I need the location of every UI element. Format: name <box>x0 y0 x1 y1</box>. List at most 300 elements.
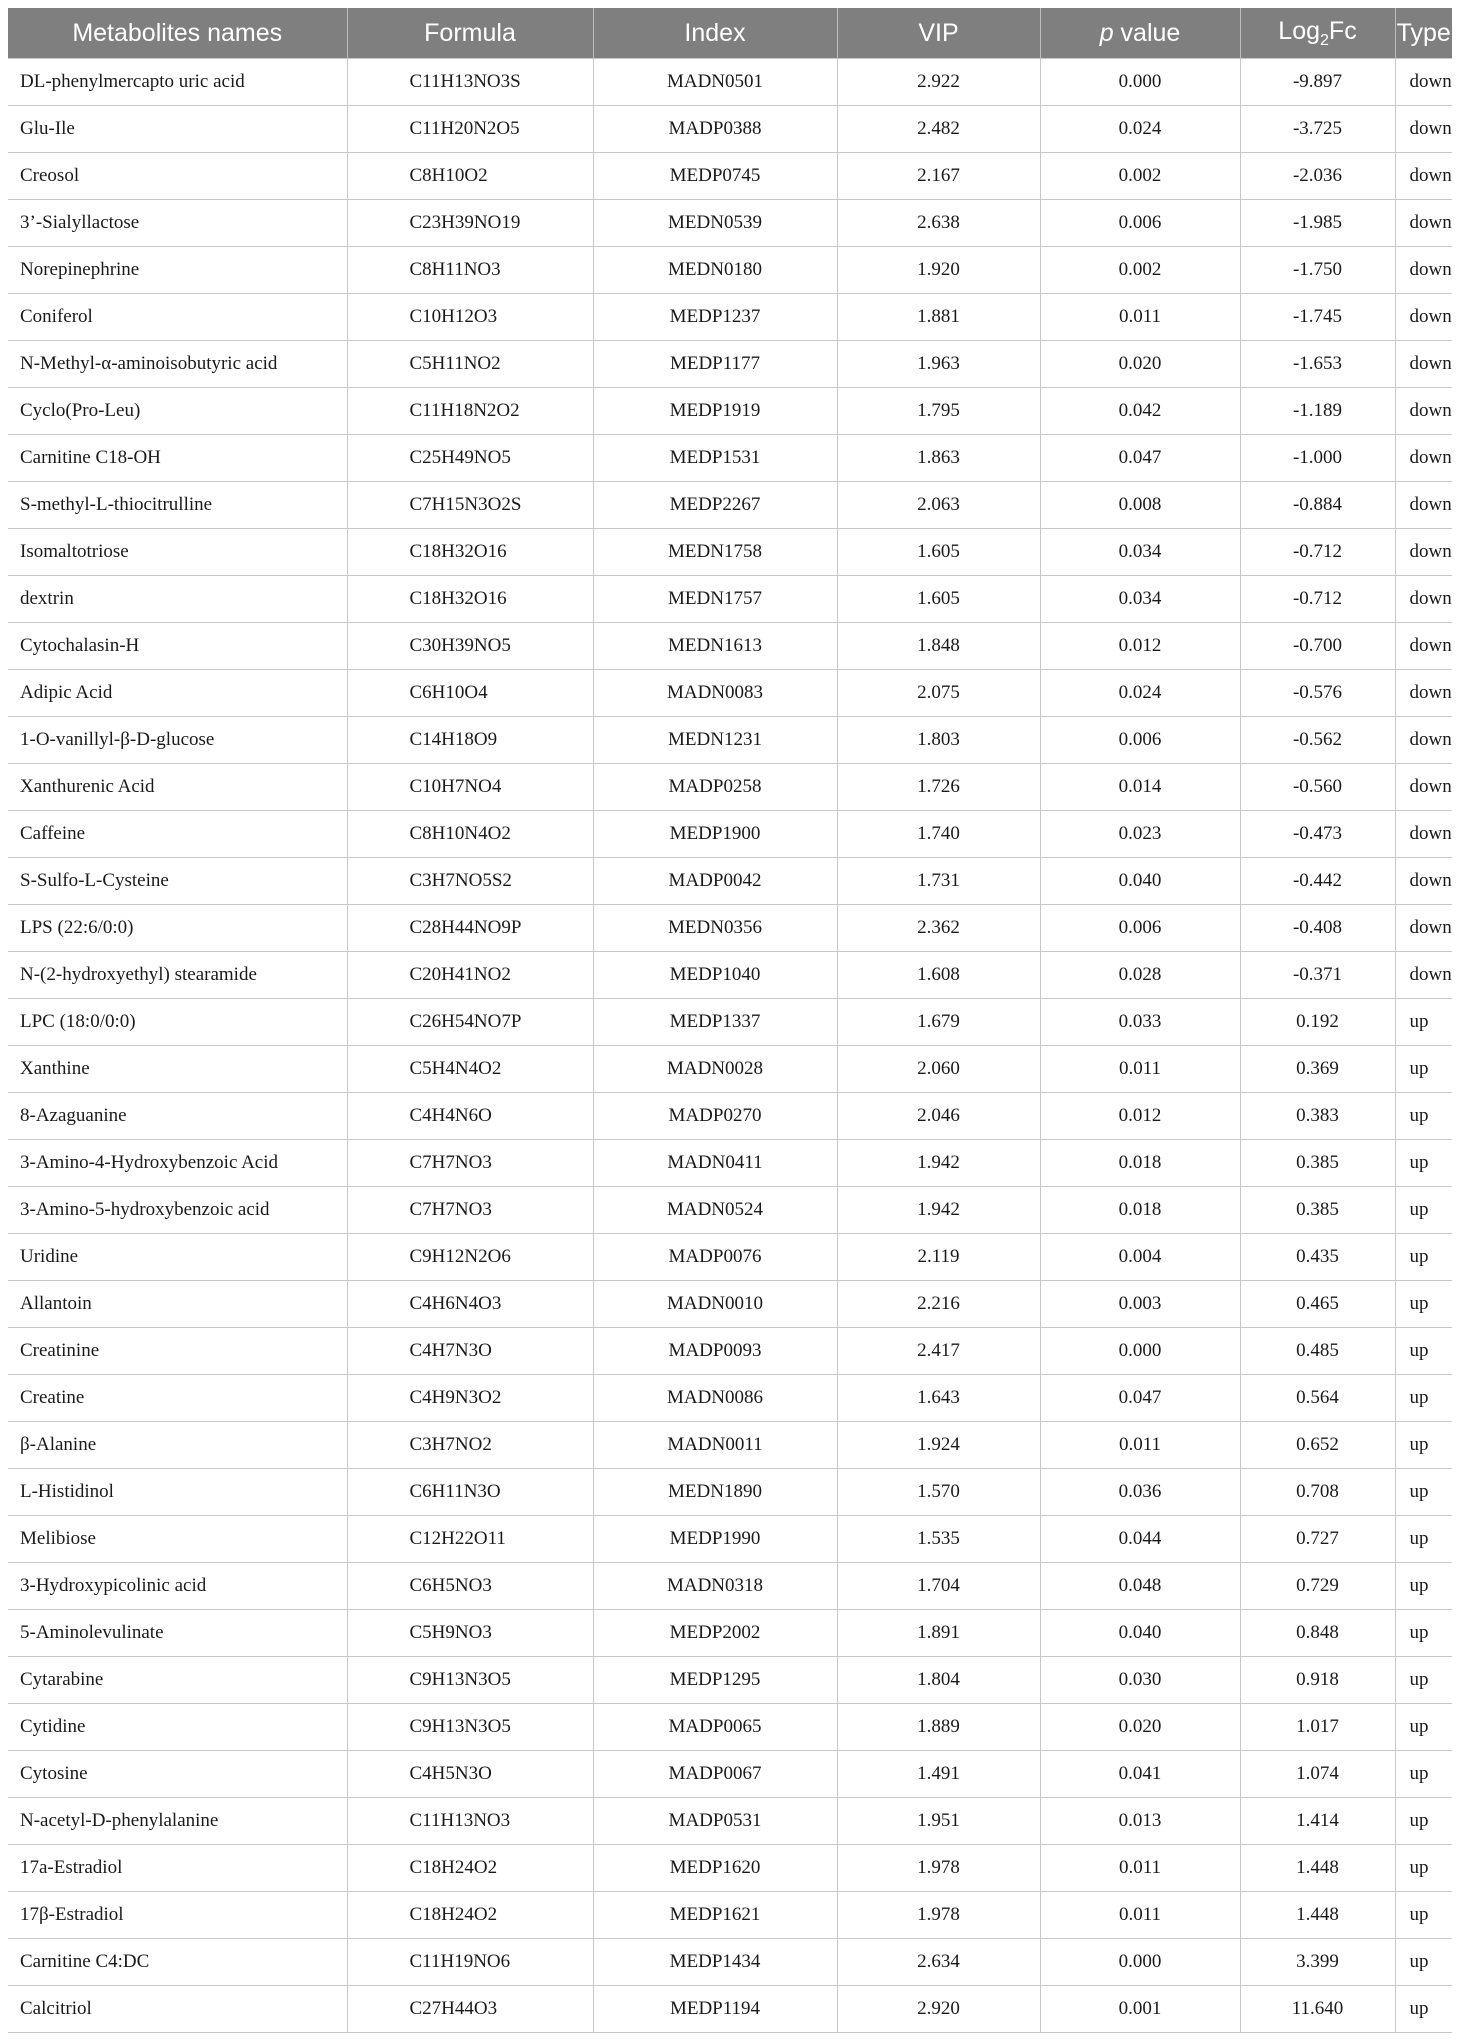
cell-p-value: 0.014 <box>1040 764 1240 811</box>
cell-log2fc: -0.712 <box>1240 576 1395 623</box>
cell-formula: C12H22O11 <box>347 1516 593 1563</box>
cell-type: up <box>1395 1140 1452 1187</box>
cell-type: up <box>1395 1469 1452 1516</box>
cell-formula: C11H13NO3 <box>347 1798 593 1845</box>
cell-index: MEDN1757 <box>593 576 837 623</box>
table-row <box>8 952 1452 999</box>
cell-vip: 2.417 <box>837 1328 1040 1375</box>
cell-index: MEDN1890 <box>593 1469 837 1516</box>
cell-metabolite-name: 1-O-vanillyl-β-D-glucose <box>8 717 347 764</box>
cell-log2fc: -0.576 <box>1240 670 1395 717</box>
table-row <box>8 1845 1452 1892</box>
table-row <box>8 1328 1452 1375</box>
cell-type: up <box>1395 1563 1452 1610</box>
cell-vip: 1.978 <box>837 1892 1040 1939</box>
cell-formula: C4H5N3O <box>347 1751 593 1798</box>
cell-metabolite-name: 3’-Sialyllactose <box>8 200 347 247</box>
header-index: Index <box>593 8 837 59</box>
cell-vip: 1.891 <box>837 1610 1040 1657</box>
table-row <box>8 59 1452 106</box>
cell-p-value: 0.011 <box>1040 1422 1240 1469</box>
table-row <box>8 1798 1452 1845</box>
cell-type: up <box>1395 1939 1452 1986</box>
header-log-pre: Log <box>1278 16 1321 45</box>
cell-log2fc: -0.712 <box>1240 529 1395 576</box>
cell-metabolite-name: N-acetyl-D-phenylalanine <box>8 1798 347 1845</box>
cell-type: down <box>1395 247 1452 294</box>
cell-vip: 1.643 <box>837 1375 1040 1422</box>
cell-type: up <box>1395 1610 1452 1657</box>
cell-vip: 2.362 <box>837 905 1040 952</box>
cell-index: MADN0411 <box>593 1140 837 1187</box>
table-row <box>8 999 1452 1046</box>
cell-metabolite-name: Xanthine <box>8 1046 347 1093</box>
cell-formula: C18H24O2 <box>347 1892 593 1939</box>
cell-type: down <box>1395 388 1452 435</box>
cell-formula: C9H12N2O6 <box>347 1234 593 1281</box>
cell-metabolite-name: Calcitriol <box>8 1986 347 2033</box>
cell-type: down <box>1395 905 1452 952</box>
cell-p-value: 0.012 <box>1040 623 1240 670</box>
cell-log2fc: -9.897 <box>1240 59 1395 106</box>
cell-log2fc: 0.192 <box>1240 999 1395 1046</box>
cell-vip: 1.978 <box>837 1845 1040 1892</box>
table-row <box>8 1046 1452 1093</box>
cell-p-value: 0.013 <box>1040 1798 1240 1845</box>
cell-p-value: 0.048 <box>1040 1563 1240 1610</box>
cell-type: up <box>1395 1892 1452 1939</box>
cell-log2fc: 0.729 <box>1240 1563 1395 1610</box>
cell-metabolite-name: 8-Azaguanine <box>8 1093 347 1140</box>
cell-formula: C6H5NO3 <box>347 1563 593 1610</box>
cell-type: up <box>1395 1704 1452 1751</box>
cell-formula: C3H7NO5S2 <box>347 858 593 905</box>
cell-type: up <box>1395 1281 1452 1328</box>
cell-index: MADP0067 <box>593 1751 837 1798</box>
cell-vip: 2.920 <box>837 1986 1040 2033</box>
cell-formula: C4H9N3O2 <box>347 1375 593 1422</box>
cell-index: MEDP1295 <box>593 1657 837 1704</box>
cell-vip: 1.804 <box>837 1657 1040 1704</box>
cell-type: down <box>1395 623 1452 670</box>
cell-metabolite-name: DL-phenylmercapto uric acid <box>8 59 347 106</box>
cell-p-value: 0.018 <box>1040 1140 1240 1187</box>
cell-formula: C11H13NO3S <box>347 59 593 106</box>
cell-index: MEDP1434 <box>593 1939 837 1986</box>
cell-vip: 1.942 <box>837 1187 1040 1234</box>
cell-metabolite-name: 3-Amino-5-hydroxybenzoic acid <box>8 1187 347 1234</box>
cell-type: down <box>1395 670 1452 717</box>
cell-formula: C30H39NO5 <box>347 623 593 670</box>
cell-metabolite-name: Caffeine <box>8 811 347 858</box>
cell-type: down <box>1395 858 1452 905</box>
cell-formula: C7H7NO3 <box>347 1140 593 1187</box>
cell-vip: 1.881 <box>837 294 1040 341</box>
cell-type: up <box>1395 1751 1452 1798</box>
cell-vip: 2.638 <box>837 200 1040 247</box>
cell-vip: 1.740 <box>837 811 1040 858</box>
cell-p-value: 0.030 <box>1040 1657 1240 1704</box>
table-row <box>8 1234 1452 1281</box>
cell-index: MEDN0539 <box>593 200 837 247</box>
cell-index: MEDN1758 <box>593 529 837 576</box>
cell-formula: C8H11NO3 <box>347 247 593 294</box>
cell-p-value: 0.047 <box>1040 1375 1240 1422</box>
cell-metabolite-name: Xanthurenic Acid <box>8 764 347 811</box>
cell-type: down <box>1395 435 1452 482</box>
cell-metabolite-name: S-methyl-L-thiocitrulline <box>8 482 347 529</box>
cell-p-value: 0.011 <box>1040 294 1240 341</box>
cell-log2fc: -0.473 <box>1240 811 1395 858</box>
cell-p-value: 0.020 <box>1040 1704 1240 1751</box>
table-row <box>8 106 1452 153</box>
table-row <box>8 200 1452 247</box>
cell-vip: 2.060 <box>837 1046 1040 1093</box>
cell-index: MEDP1337 <box>593 999 837 1046</box>
cell-type: up <box>1395 1845 1452 1892</box>
cell-formula: C9H13N3O5 <box>347 1704 593 1751</box>
cell-vip: 1.535 <box>837 1516 1040 1563</box>
cell-p-value: 0.003 <box>1040 1281 1240 1328</box>
cell-formula: C3H7NO2 <box>347 1422 593 1469</box>
cell-p-value: 0.036 <box>1040 1469 1240 1516</box>
table-body <box>8 59 1452 2033</box>
table-row <box>8 341 1452 388</box>
cell-metabolite-name: LPC (18:0/0:0) <box>8 999 347 1046</box>
table-row <box>8 670 1452 717</box>
cell-index: MADN0011 <box>593 1422 837 1469</box>
header-log2fc <box>1240 8 1395 59</box>
cell-metabolite-name: Allantoin <box>8 1281 347 1328</box>
cell-type: up <box>1395 1657 1452 1704</box>
cell-metabolite-name: 5-Aminolevulinate <box>8 1610 347 1657</box>
cell-index: MADN0318 <box>593 1563 837 1610</box>
cell-type: down <box>1395 717 1452 764</box>
cell-formula: C9H13N3O5 <box>347 1657 593 1704</box>
cell-vip: 1.848 <box>837 623 1040 670</box>
table-row <box>8 623 1452 670</box>
cell-index: MEDN1231 <box>593 717 837 764</box>
cell-type: down <box>1395 341 1452 388</box>
cell-log2fc: 0.918 <box>1240 1657 1395 1704</box>
cell-formula: C4H6N4O3 <box>347 1281 593 1328</box>
cell-index: MEDP1177 <box>593 341 837 388</box>
cell-log2fc: 0.708 <box>1240 1469 1395 1516</box>
cell-log2fc: 3.399 <box>1240 1939 1395 1986</box>
table-row <box>8 764 1452 811</box>
cell-index: MADP0076 <box>593 1234 837 1281</box>
cell-formula: C7H15N3O2S <box>347 482 593 529</box>
cell-log2fc: -1.653 <box>1240 341 1395 388</box>
cell-index: MEDN0356 <box>593 905 837 952</box>
cell-p-value: 0.011 <box>1040 1892 1240 1939</box>
header-metabolite-name: Metabolites names <box>8 8 347 59</box>
header-type: Type <box>1395 8 1452 59</box>
cell-type: up <box>1395 1798 1452 1845</box>
cell-vip: 2.922 <box>837 59 1040 106</box>
table-row <box>8 1657 1452 1704</box>
header-row <box>8 8 1452 59</box>
cell-metabolite-name: Melibiose <box>8 1516 347 1563</box>
cell-p-value: 0.006 <box>1040 200 1240 247</box>
cell-formula: C7H7NO3 <box>347 1187 593 1234</box>
cell-vip: 1.803 <box>837 717 1040 764</box>
cell-p-value: 0.023 <box>1040 811 1240 858</box>
cell-index: MEDP1237 <box>593 294 837 341</box>
cell-vip: 1.491 <box>837 1751 1040 1798</box>
cell-log2fc: -2.036 <box>1240 153 1395 200</box>
cell-vip: 1.863 <box>837 435 1040 482</box>
cell-formula: C26H54NO7P <box>347 999 593 1046</box>
cell-log2fc: -1.745 <box>1240 294 1395 341</box>
cell-p-value: 0.024 <box>1040 106 1240 153</box>
table-row <box>8 247 1452 294</box>
cell-index: MEDP2267 <box>593 482 837 529</box>
cell-metabolite-name: N-Methyl-α-aminoisobutyric acid <box>8 341 347 388</box>
cell-formula: C18H32O16 <box>347 529 593 576</box>
cell-vip: 1.963 <box>837 341 1040 388</box>
table-row <box>8 717 1452 764</box>
cell-index: MADP0042 <box>593 858 837 905</box>
cell-vip: 1.795 <box>837 388 1040 435</box>
cell-log2fc: 1.448 <box>1240 1845 1395 1892</box>
cell-vip: 1.605 <box>837 529 1040 576</box>
table-row <box>8 529 1452 576</box>
table-row <box>8 388 1452 435</box>
table-row <box>8 1422 1452 1469</box>
cell-type: down <box>1395 200 1452 247</box>
cell-p-value: 0.044 <box>1040 1516 1240 1563</box>
cell-formula: C5H4N4O2 <box>347 1046 593 1093</box>
cell-type: up <box>1395 1986 1452 2033</box>
cell-metabolite-name: LPS (22:6/0:0) <box>8 905 347 952</box>
cell-p-value: 0.000 <box>1040 1328 1240 1375</box>
metabolites-table-container <box>8 8 1452 2033</box>
cell-vip: 1.608 <box>837 952 1040 999</box>
cell-formula: C5H9NO3 <box>347 1610 593 1657</box>
cell-metabolite-name: Adipic Acid <box>8 670 347 717</box>
cell-vip: 1.924 <box>837 1422 1040 1469</box>
cell-type: up <box>1395 1093 1452 1140</box>
cell-metabolite-name: Glu-Ile <box>8 106 347 153</box>
cell-formula: C23H39NO19 <box>347 200 593 247</box>
cell-index: MEDP1620 <box>593 1845 837 1892</box>
table-row <box>8 153 1452 200</box>
cell-log2fc: -1.189 <box>1240 388 1395 435</box>
cell-log2fc: -3.725 <box>1240 106 1395 153</box>
cell-index: MEDP1919 <box>593 388 837 435</box>
cell-type: down <box>1395 153 1452 200</box>
cell-p-value: 0.033 <box>1040 999 1240 1046</box>
cell-log2fc: -0.560 <box>1240 764 1395 811</box>
cell-vip: 1.726 <box>837 764 1040 811</box>
cell-metabolite-name: Cytarabine <box>8 1657 347 1704</box>
cell-vip: 1.704 <box>837 1563 1040 1610</box>
cell-metabolite-name: Isomaltotriose <box>8 529 347 576</box>
cell-log2fc: 1.448 <box>1240 1892 1395 1939</box>
cell-index: MADN0086 <box>593 1375 837 1422</box>
cell-formula: C4H4N6O <box>347 1093 593 1140</box>
table-row <box>8 1610 1452 1657</box>
cell-metabolite-name: 17a-Estradiol <box>8 1845 347 1892</box>
cell-index: MADN0083 <box>593 670 837 717</box>
cell-log2fc: -0.700 <box>1240 623 1395 670</box>
cell-type: down <box>1395 952 1452 999</box>
cell-index: MADN0028 <box>593 1046 837 1093</box>
cell-p-value: 0.040 <box>1040 1610 1240 1657</box>
cell-vip: 1.942 <box>837 1140 1040 1187</box>
cell-vip: 2.216 <box>837 1281 1040 1328</box>
cell-vip: 1.731 <box>837 858 1040 905</box>
cell-p-value: 0.008 <box>1040 482 1240 529</box>
cell-p-value: 0.002 <box>1040 247 1240 294</box>
cell-log2fc: 0.848 <box>1240 1610 1395 1657</box>
cell-index: MADP0093 <box>593 1328 837 1375</box>
table-row <box>8 294 1452 341</box>
cell-p-value: 0.004 <box>1040 1234 1240 1281</box>
cell-vip: 1.889 <box>837 1704 1040 1751</box>
table-row <box>8 1375 1452 1422</box>
cell-index: MADP0388 <box>593 106 837 153</box>
header-p-rest: value <box>1113 18 1181 47</box>
table-row <box>8 435 1452 482</box>
cell-metabolite-name: Carnitine C18-OH <box>8 435 347 482</box>
cell-metabolite-name: Creosol <box>8 153 347 200</box>
cell-index: MADP0065 <box>593 1704 837 1751</box>
cell-index: MADP0258 <box>593 764 837 811</box>
cell-vip: 2.046 <box>837 1093 1040 1140</box>
header-p-value <box>1040 8 1240 59</box>
table-row <box>8 1751 1452 1798</box>
cell-index: MEDP1621 <box>593 1892 837 1939</box>
cell-vip: 1.570 <box>837 1469 1040 1516</box>
cell-index: MEDP1194 <box>593 1986 837 2033</box>
cell-formula: C27H44O3 <box>347 1986 593 2033</box>
cell-formula: C18H32O16 <box>347 576 593 623</box>
table-row <box>8 1469 1452 1516</box>
cell-log2fc: -1.985 <box>1240 200 1395 247</box>
cell-log2fc: 11.640 <box>1240 1986 1395 2033</box>
cell-p-value: 0.034 <box>1040 576 1240 623</box>
cell-type: down <box>1395 576 1452 623</box>
header-log-sub: 2 <box>1320 31 1329 49</box>
cell-p-value: 0.012 <box>1040 1093 1240 1140</box>
cell-formula: C4H7N3O <box>347 1328 593 1375</box>
cell-type: up <box>1395 1375 1452 1422</box>
cell-vip: 2.482 <box>837 106 1040 153</box>
cell-index: MEDP1990 <box>593 1516 837 1563</box>
table-row <box>8 1892 1452 1939</box>
cell-log2fc: 1.017 <box>1240 1704 1395 1751</box>
cell-metabolite-name: L-Histidinol <box>8 1469 347 1516</box>
table-row <box>8 858 1452 905</box>
cell-index: MEDP1040 <box>593 952 837 999</box>
cell-type: up <box>1395 1234 1452 1281</box>
cell-log2fc: 0.383 <box>1240 1093 1395 1140</box>
cell-formula: C11H18N2O2 <box>347 388 593 435</box>
cell-formula: C11H19NO6 <box>347 1939 593 1986</box>
cell-p-value: 0.002 <box>1040 153 1240 200</box>
cell-metabolite-name: 3-Hydroxypicolinic acid <box>8 1563 347 1610</box>
cell-formula: C8H10N4O2 <box>347 811 593 858</box>
cell-type: up <box>1395 1046 1452 1093</box>
table-row <box>8 1516 1452 1563</box>
cell-p-value: 0.041 <box>1040 1751 1240 1798</box>
cell-metabolite-name: Creatine <box>8 1375 347 1422</box>
cell-type: down <box>1395 294 1452 341</box>
cell-log2fc: 0.727 <box>1240 1516 1395 1563</box>
cell-formula: C14H18O9 <box>347 717 593 764</box>
cell-index: MEDN1613 <box>593 623 837 670</box>
cell-index: MADN0010 <box>593 1281 837 1328</box>
cell-metabolite-name: Cytochalasin-H <box>8 623 347 670</box>
cell-metabolite-name: S-Sulfo-L-Cysteine <box>8 858 347 905</box>
header-vip: VIP <box>837 8 1040 59</box>
cell-log2fc: -1.750 <box>1240 247 1395 294</box>
cell-p-value: 0.028 <box>1040 952 1240 999</box>
cell-p-value: 0.000 <box>1040 1939 1240 1986</box>
cell-index: MADN0501 <box>593 59 837 106</box>
cell-metabolite-name: N-(2-hydroxyethyl) stearamide <box>8 952 347 999</box>
cell-type: down <box>1395 106 1452 153</box>
cell-log2fc: -0.884 <box>1240 482 1395 529</box>
cell-metabolite-name: Coniferol <box>8 294 347 341</box>
cell-metabolite-name: β-Alanine <box>8 1422 347 1469</box>
cell-p-value: 0.001 <box>1040 1986 1240 2033</box>
cell-type: up <box>1395 1187 1452 1234</box>
cell-vip: 1.920 <box>837 247 1040 294</box>
cell-p-value: 0.000 <box>1040 59 1240 106</box>
cell-index: MADP0531 <box>593 1798 837 1845</box>
cell-p-value: 0.034 <box>1040 529 1240 576</box>
cell-index: MEDP1531 <box>593 435 837 482</box>
cell-formula: C6H10O4 <box>347 670 593 717</box>
table-row <box>8 1281 1452 1328</box>
cell-p-value: 0.006 <box>1040 905 1240 952</box>
header-p-italic: p <box>1099 18 1114 47</box>
cell-index: MEDP2002 <box>593 1610 837 1657</box>
cell-log2fc: -0.371 <box>1240 952 1395 999</box>
cell-log2fc: -0.408 <box>1240 905 1395 952</box>
metabolites-table <box>8 8 1452 2033</box>
cell-index: MADN0524 <box>593 1187 837 1234</box>
cell-metabolite-name: 17β-Estradiol <box>8 1892 347 1939</box>
cell-vip: 2.075 <box>837 670 1040 717</box>
cell-formula: C10H12O3 <box>347 294 593 341</box>
cell-vip: 2.634 <box>837 1939 1040 1986</box>
cell-formula: C10H7NO4 <box>347 764 593 811</box>
cell-vip: 2.119 <box>837 1234 1040 1281</box>
cell-vip: 2.063 <box>837 482 1040 529</box>
cell-formula: C5H11NO2 <box>347 341 593 388</box>
cell-log2fc: 0.435 <box>1240 1234 1395 1281</box>
cell-log2fc: 0.465 <box>1240 1281 1395 1328</box>
cell-formula: C18H24O2 <box>347 1845 593 1892</box>
cell-log2fc: 0.652 <box>1240 1422 1395 1469</box>
cell-formula: C6H11N3O <box>347 1469 593 1516</box>
cell-index: MEDP1900 <box>593 811 837 858</box>
cell-metabolite-name: Cytidine <box>8 1704 347 1751</box>
cell-type: down <box>1395 764 1452 811</box>
cell-log2fc: 0.369 <box>1240 1046 1395 1093</box>
table-row <box>8 1140 1452 1187</box>
cell-vip: 1.951 <box>837 1798 1040 1845</box>
table-row <box>8 482 1452 529</box>
cell-formula: C11H20N2O5 <box>347 106 593 153</box>
cell-log2fc: 0.385 <box>1240 1187 1395 1234</box>
cell-metabolite-name: Norepinephrine <box>8 247 347 294</box>
cell-p-value: 0.040 <box>1040 858 1240 905</box>
